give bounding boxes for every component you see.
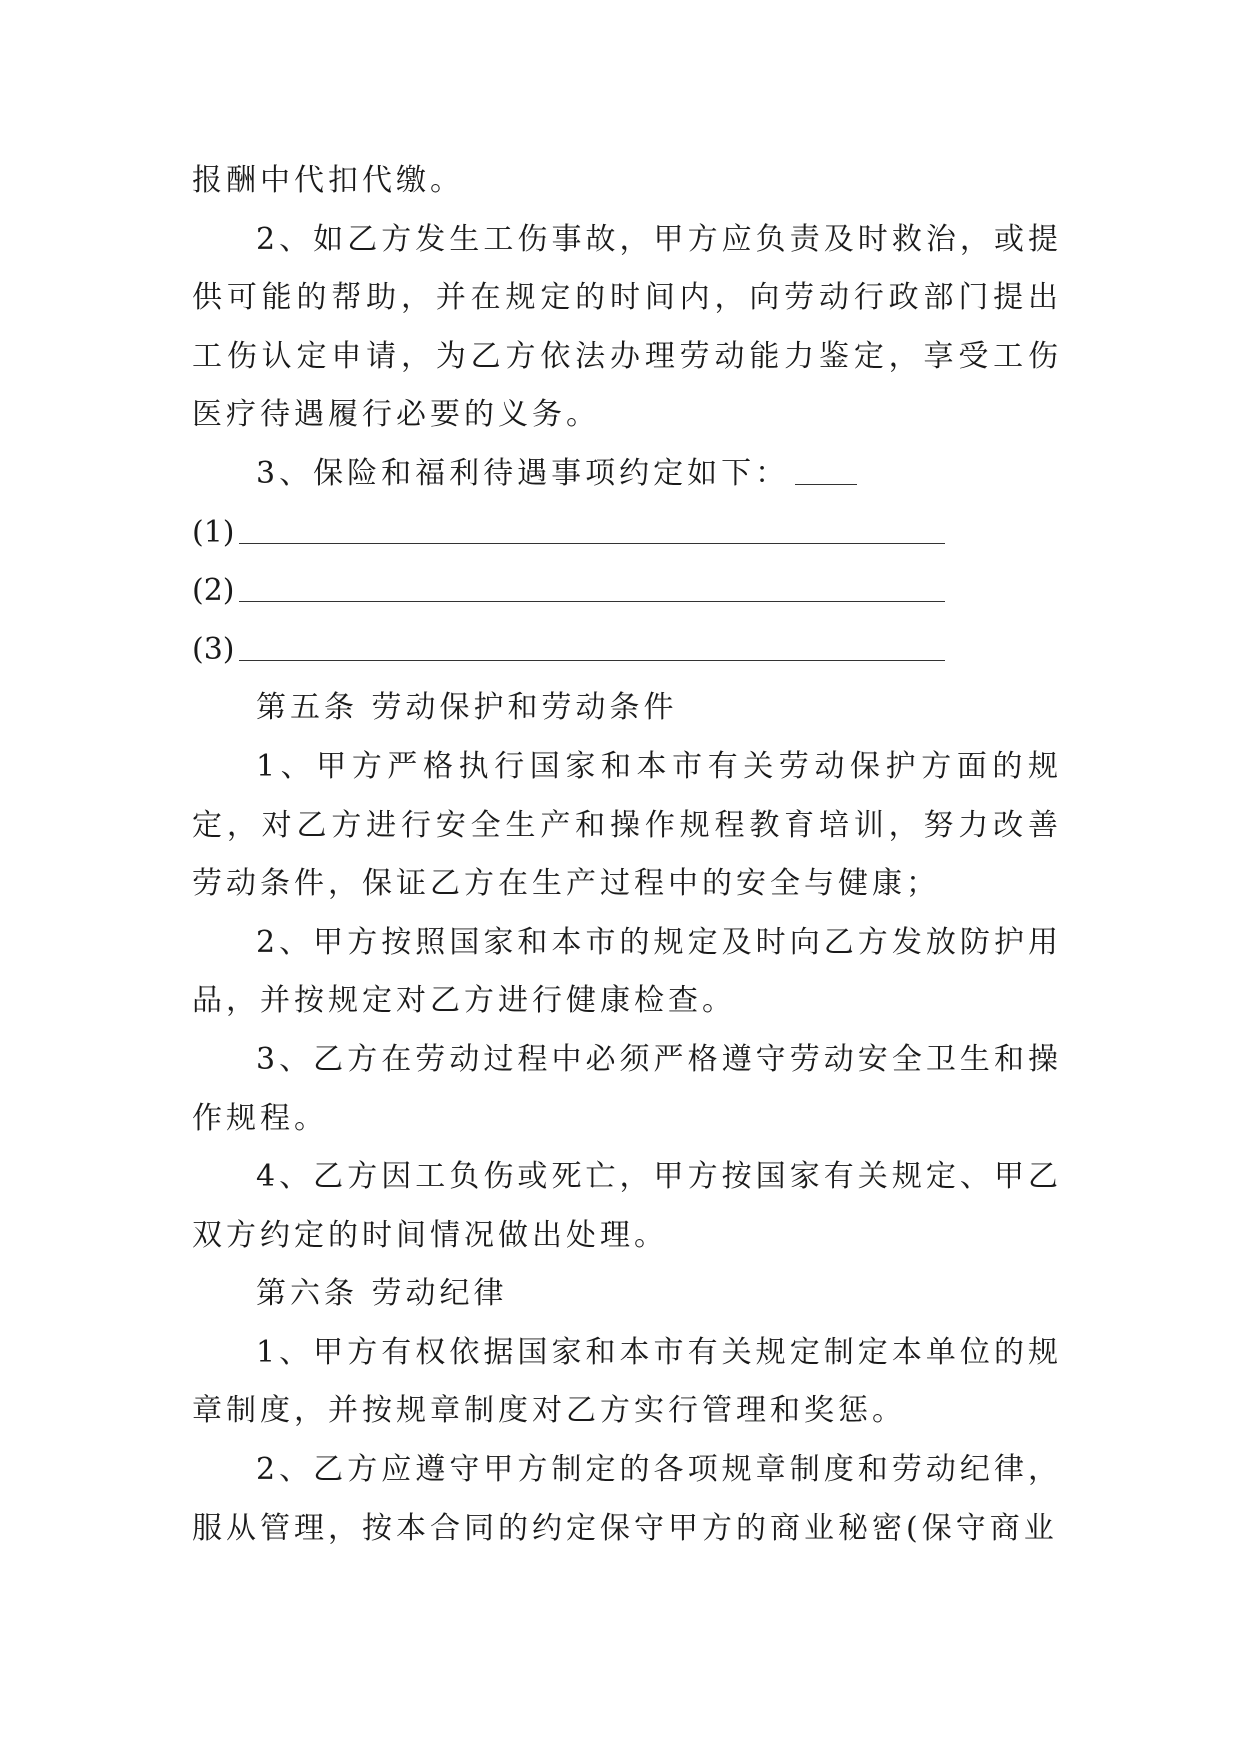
article-6-item-1: 1、甲方有权依据国家和本市有关规定制定本单位的规章制度，并按规章制度对乙方实行管理和奖惩。 xyxy=(192,1334,1062,1429)
article-6-item-2: 2、乙方应遵守甲方制定的各项规章制度和劳动纪律，服从管理，按本合同的约定保守甲方的商业秘密(保守商业 xyxy=(192,1452,1062,1546)
article-5-item-4: 4、乙方因工负伤或死亡，甲方按国家有关规定、甲乙双方约定的时间情况做出处理。 xyxy=(192,1159,1062,1253)
blank-item-1 xyxy=(192,504,1062,563)
article-5-item-1: 1、甲方严格执行国家和本市有关劳动保护方面的规定，对乙方进行安全生产和操作规程教育培训，努力改善劳动条件，保证乙方在生产过程中的安全与健康； xyxy=(192,748,1062,902)
article-6-heading: 第六条 劳动纪律 xyxy=(256,1276,508,1312)
fill-in-blank xyxy=(239,659,945,661)
fill-in-blank xyxy=(239,600,945,602)
article-5-item-2: 2、甲方按照国家和本市的规定及时向乙方发放防护用品，并按规定对乙方进行健康检查。 xyxy=(192,924,1062,1019)
blank-item-2 xyxy=(192,562,1062,621)
document-page xyxy=(192,152,1062,1558)
fill-in-blank-short xyxy=(795,483,857,485)
paragraph-insurance-clause xyxy=(192,445,1062,504)
paragraph-continuation: 报酬中代扣代缴。 xyxy=(192,163,464,198)
article-5-item-3: 3、乙方在劳动过程中必须严格遵守劳动安全卫生和操作规程。 xyxy=(192,1041,1062,1136)
blank-item-3 xyxy=(192,621,1062,680)
fill-in-blank xyxy=(239,542,945,544)
blank-item-label: (1) xyxy=(192,514,235,550)
article-5-heading: 第五条 劳动保护和劳动条件 xyxy=(256,690,678,726)
paragraph-injury-clause: 2、如乙方发生工伤事故，甲方应负责及时救治，或提供可能的帮助，并在规定的时间内，向劳动行政部门提出工伤认定申请，为乙方依法办理劳动能力鉴定，享受工伤医疗待遇履行必要的义务。 xyxy=(192,221,1062,433)
blank-item-label: (2) xyxy=(192,573,235,609)
blank-item-label: (3) xyxy=(192,631,235,667)
insurance-clause-text: 3、保险和福利待遇事项约定如下： xyxy=(256,455,790,491)
